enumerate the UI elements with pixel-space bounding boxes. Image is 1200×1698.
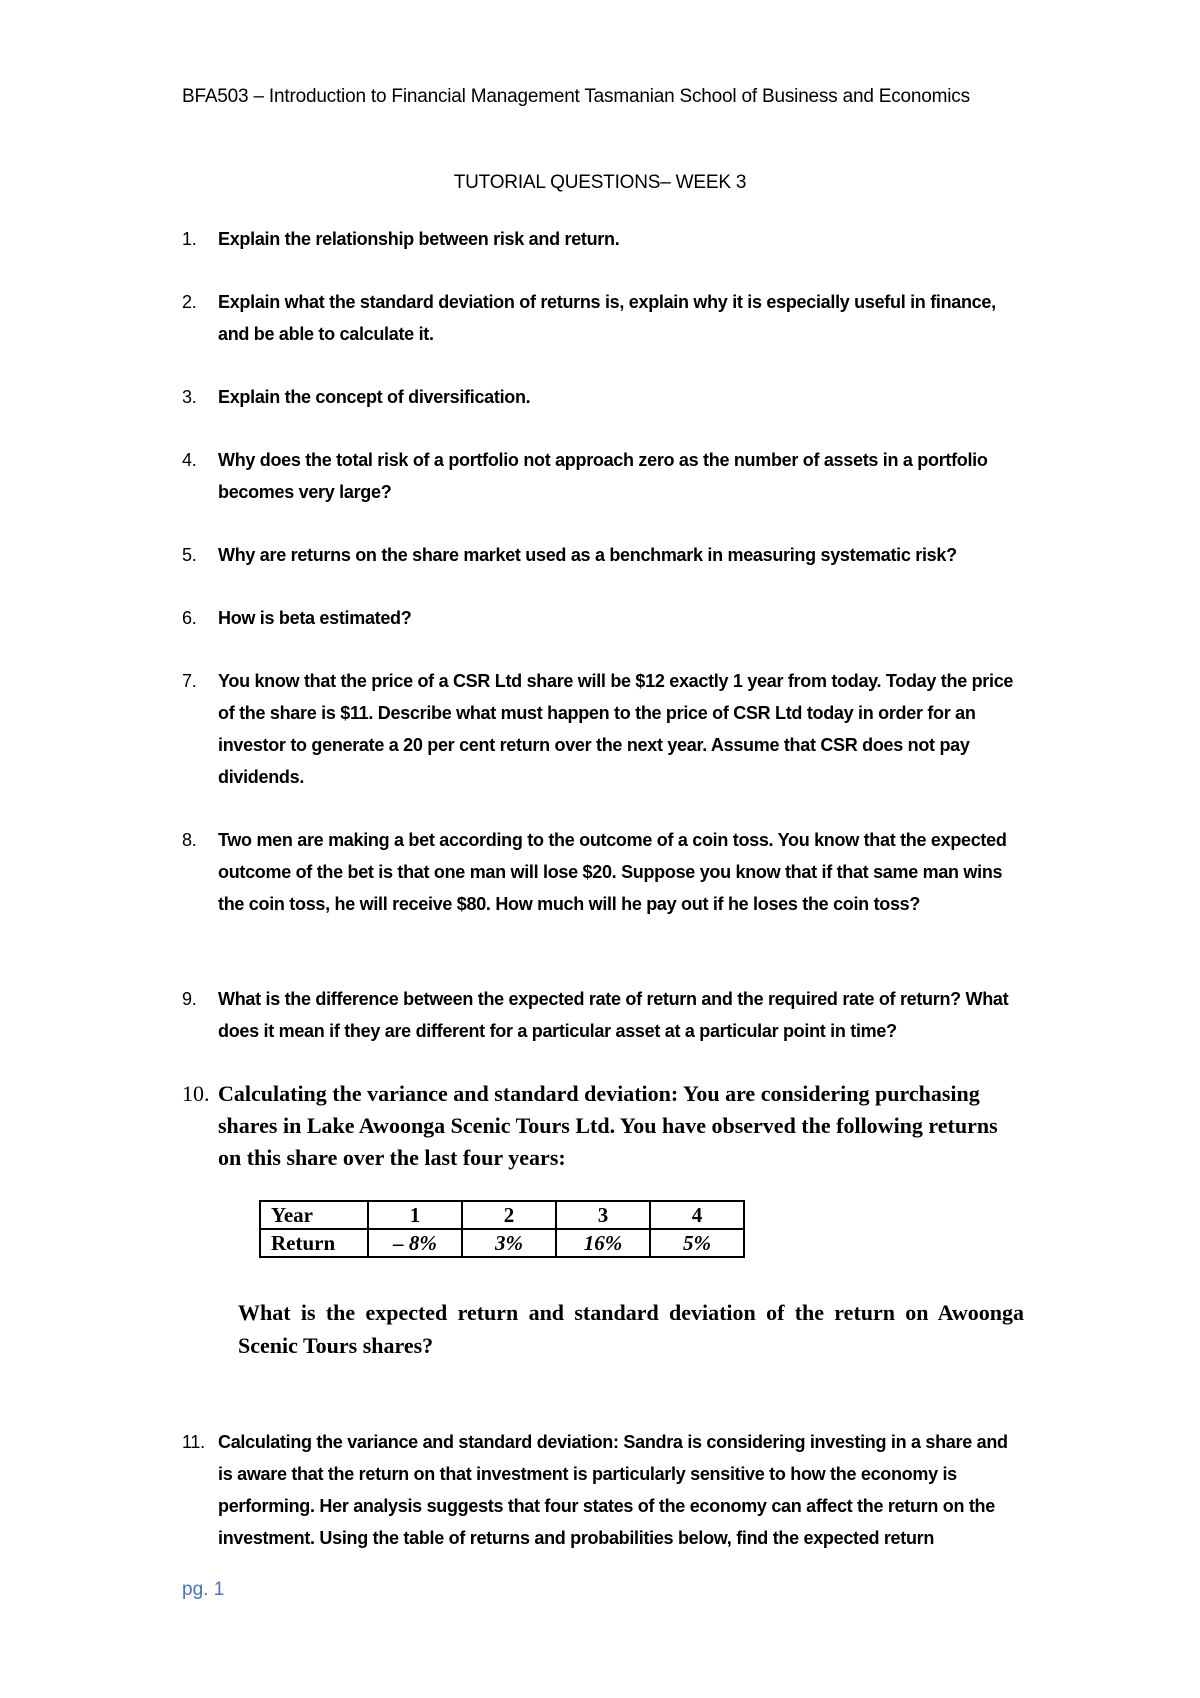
question-text: Why does the total risk of a portfolio not approach zero as the number of assets in a portfolio becomes very large? xyxy=(218,450,988,502)
return-cell: 16% xyxy=(556,1229,650,1257)
page-number: pg. 1 xyxy=(182,1579,225,1600)
year-cell: 4 xyxy=(650,1201,744,1229)
question-text: You know that the price of a CSR Ltd share will be $12 exactly 1 year from today. Today the price of the share is $11. Describe what must happen to the price of CSR Ltd today in order for an investor to generate a 20 per cent return over the next year. Assume that CSR does not pay dividends. xyxy=(218,671,1014,787)
question-4 xyxy=(182,444,1024,508)
year-cell: 3 xyxy=(556,1201,650,1229)
question-text: Explain the relationship between risk and return. xyxy=(218,229,620,249)
question-8 xyxy=(182,824,1024,920)
question-number: 5. xyxy=(182,545,197,565)
question-text: Two men are making a bet according to the outcome of a coin toss. You know that the expected outcome of the bet is that one man will lose $20. Suppose you know that if that same man wins the coin toss, he will receive $80. How much will he pay out if he loses the coin toss? xyxy=(218,830,1007,914)
question-5 xyxy=(182,539,1024,571)
question-text: How is beta estimated? xyxy=(218,608,412,628)
question-number: 11. xyxy=(182,1432,205,1452)
question-number: 10. xyxy=(182,1081,210,1106)
question-number: 2. xyxy=(182,292,197,312)
question-9 xyxy=(182,983,1024,1047)
return-cell: 5% xyxy=(650,1229,744,1257)
question-text: Explain what the standard deviation of returns is, explain why it is especially useful in finance, and be able to calculate it. xyxy=(218,292,996,344)
question-10 xyxy=(182,1078,1024,1174)
question-text: Explain the concept of diversification. xyxy=(218,387,531,407)
question-2 xyxy=(182,286,1024,350)
document-title: TUTORIAL QUESTIONS– WEEK 3 xyxy=(453,172,747,193)
question-11 xyxy=(182,1426,1024,1554)
question-number: 8. xyxy=(182,830,197,850)
page-header: BFA503 – Introduction to Financial Management Tasmanian School of Business and Economics xyxy=(182,86,970,107)
year-cell: 1 xyxy=(368,1201,462,1229)
question-number: 3. xyxy=(182,387,197,407)
question-7 xyxy=(182,665,1024,793)
question-number: 1. xyxy=(182,229,197,249)
table-row xyxy=(260,1201,744,1229)
question-number: 9. xyxy=(182,989,197,1009)
question-number: 7. xyxy=(182,671,197,691)
return-cell: 3% xyxy=(462,1229,556,1257)
year-header-cell: Year xyxy=(260,1201,368,1229)
question-6 xyxy=(182,602,1024,634)
table-row xyxy=(260,1229,744,1257)
returns-table xyxy=(259,1200,745,1258)
question-number: 4. xyxy=(182,450,197,470)
return-header-cell: Return xyxy=(260,1229,368,1257)
question-number: 6. xyxy=(182,608,197,628)
year-cell: 2 xyxy=(462,1201,556,1229)
question-text: Why are returns on the share market used as a benchmark in measuring systematic risk? xyxy=(218,545,957,565)
question-3 xyxy=(182,381,1024,413)
question-text: Calculating the variance and standard deviation: Sandra is considering investing in a share and is aware that the return on that investment is particularly sensitive to how the economy is performing. Her analysis suggests that four states of the economy can affect the return on the investment. Using the table of returns and probabilities below, find the expected return xyxy=(218,1432,1008,1548)
question-text: Calculating the variance and standard deviation: You are considering purchasing shares in Lake Awoonga Scenic Tours Ltd. You have observed the following returns on this share over the last four years: xyxy=(218,1081,998,1170)
question-text: What is the difference between the expected rate of return and the required rate of return? What does it mean if they are different for a particular asset at a particular point in time? xyxy=(218,989,1009,1041)
return-cell: – 8% xyxy=(368,1229,462,1257)
question-10-prompt: What is the expected return and standard deviation of the return on Awoonga Scenic Tours shares? xyxy=(238,1300,1024,1358)
question-1 xyxy=(182,223,1024,255)
